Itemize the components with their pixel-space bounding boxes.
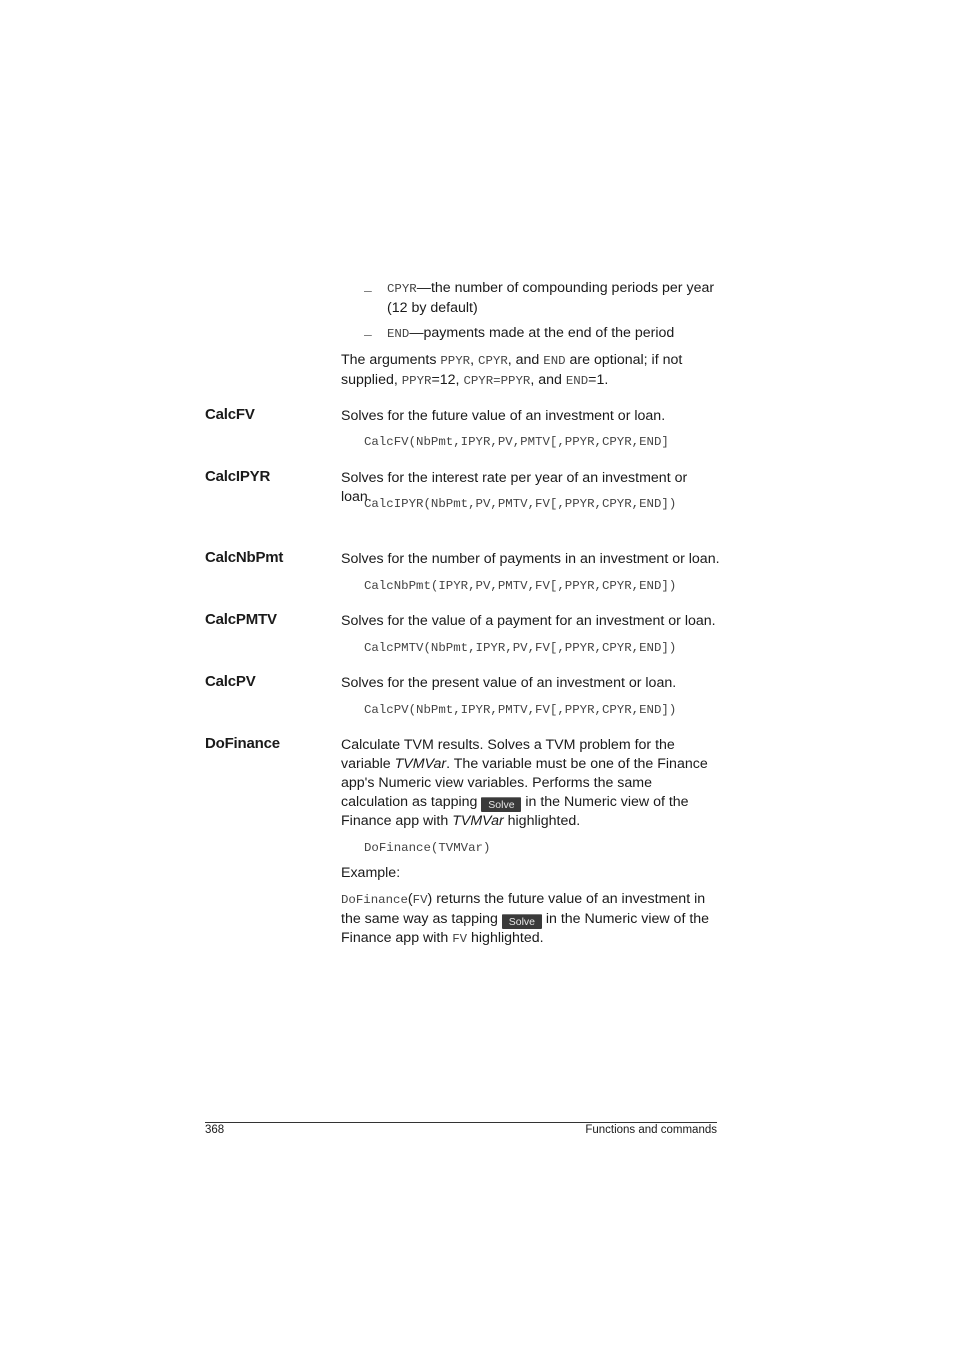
bullet-dash: – <box>364 326 372 342</box>
bullet-end: END—payments made at the end of the period <box>387 325 675 341</box>
bullet-cpyr: CPYR—the number of compounding periods per year (12 by default) <box>387 280 715 316</box>
entry-description: Solves for the value of a payment for an investment or loan. <box>341 613 716 629</box>
entry-syntax: CalcIPYR(NbPmt,PV,PMTV,FV[,PPYR,CPYR,END]) <box>364 497 677 511</box>
entry-syntax: CalcNbPmt(IPYR,PV,PMTV,FV[,PPYR,CPYR,END]) <box>364 579 677 593</box>
entry-term: CalcFV <box>205 406 255 423</box>
entry-description: Solves for the number of payments in an investment or loan. <box>341 551 720 567</box>
example-label: Example: <box>341 865 401 881</box>
entry-syntax: DoFinance(TVMVar) <box>364 841 491 855</box>
entry-description: Solves for the interest rate per year of an investment or loan. <box>341 470 688 505</box>
entry-term: CalcIPYR <box>205 468 271 485</box>
solve-button: Solve <box>502 914 542 929</box>
entry-term: DoFinance <box>205 735 280 752</box>
entry-term: CalcNbPmt <box>205 549 284 566</box>
entry-syntax: CalcFV(NbPmt,IPYR,PV,PMTV[,PPYR,CPYR,END] <box>364 435 669 449</box>
example-paragraph: DoFinance(FV) returns the future value of an investment in the same way as tapping Solve in the Numeric view of the Finance app with FV highlighted. <box>341 891 710 946</box>
footer-section-title: Functions and commands <box>585 1124 717 1136</box>
entry-term: CalcPMTV <box>205 611 277 628</box>
entry-description: Solves for the future value of an investment or loan. <box>341 408 666 424</box>
bullet-dash: – <box>364 282 372 298</box>
dofinance-description: Calculate TVM results. Solves a TVM problem for the variable TVMVar. The variable must be one of the Finance app's Numeric view variables. Performs the same calculation as tapping Solve in the Numeric view of the Finance app with TVMVar highlighted. <box>341 737 708 829</box>
entry-description: Solves for the present value of an investment or loan. <box>341 675 677 691</box>
entry-syntax: CalcPV(NbPmt,IPYR,PMTV,FV[,PPYR,CPYR,END]) <box>364 703 677 717</box>
solve-button: Solve <box>481 797 521 812</box>
page-number: 368 <box>205 1124 225 1136</box>
footer-rule <box>205 1122 717 1123</box>
entry-term: CalcPV <box>205 673 256 690</box>
entry-syntax: CalcPMTV(NbPmt,IPYR,PV,FV[,PPYR,CPYR,END]) <box>364 641 677 655</box>
optional-arguments-paragraph: The arguments PPYR, CPYR, and END are optional; if not supplied, PPYR=12, CPYR=PPYR, and END=1. <box>341 352 683 388</box>
